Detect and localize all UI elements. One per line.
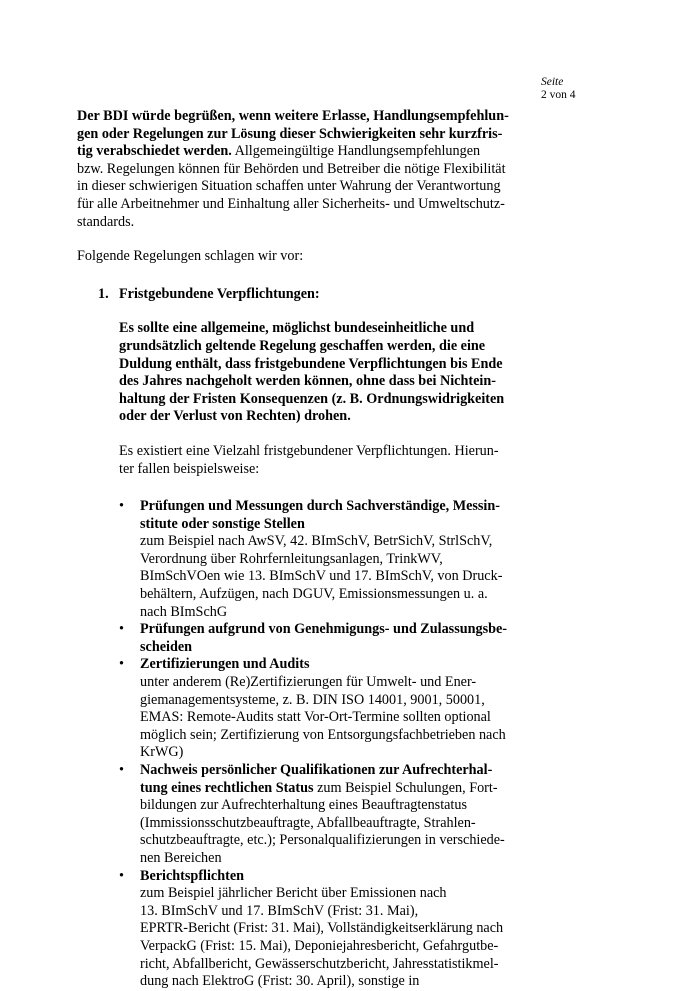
text-line: ter fallen beispielsweise: (119, 460, 260, 477)
proposal-line: haltung der Fristen Konsequenzen (z. B. Ordnungswidrigkeiten (119, 390, 505, 407)
intro-line: standards. (77, 213, 135, 230)
text-line: Es existiert eine Vielzahl fristgebundener Verpflichtungen. Hierun- (119, 442, 499, 459)
list-item-text: dung nach ElektroG (Frist: 30. April), sonstige in (140, 973, 420, 990)
section-1-text (119, 443, 517, 478)
section-1-heading (98, 286, 517, 304)
list-item-text: (Immissionsschutzbeauftragte, Abfallbeauftragte, Strahlen- (140, 814, 476, 831)
list-item-title: Prüfungen aufgrund von Genehmigungs- und Zulassungsbe- (140, 621, 508, 638)
list-item-text: zum Beispiel nach AwSV, 42. BImSchV, BetrSichV, StrlSchV, (140, 533, 493, 550)
list-item-text: EPRTR-Bericht (Frist: 31. Mai), Vollständigkeitserklärung nach (140, 920, 504, 937)
list-item (77, 656, 517, 762)
document-body (77, 108, 517, 991)
proposal-line: des Jahres nachgeholt werden können, ohne dass bei Nichtein- (119, 373, 496, 390)
list-item-title: Prüfungen und Messungen durch Sachverständige, Messin- (140, 498, 500, 515)
bullet-icon: • (119, 762, 124, 778)
bullet-icon: • (119, 621, 124, 638)
list-item-text: KrWG) (140, 744, 184, 761)
list-item (77, 868, 517, 991)
list-item (77, 621, 517, 656)
section-1-number: 1. (98, 285, 109, 302)
intro-bold-line: Der BDI würde begrüßen, wenn weitere Erlasse, Handlungsempfehlun- (77, 108, 509, 124)
list-item-title: Zertifizierungen und Audits (140, 656, 310, 673)
page-number (541, 76, 576, 102)
list-item-text: unter anderem (Re)Zertifizierungen für Umwelt- und Ener- (140, 674, 477, 691)
list-item-text: EMAS: Remote-Audits statt Vor-Ort-Termine sollten optional (140, 709, 491, 726)
list-item-title: Berichtspflichten (140, 867, 245, 884)
list-item (77, 498, 517, 621)
intro-paragraph (77, 108, 517, 231)
list-item-text: nach BImSchG (140, 603, 228, 620)
bullet-icon: • (119, 867, 124, 884)
list-item-text: nen Bereichen (140, 849, 222, 866)
list-item-text: möglich sein; Zertifizierung von Entsorgungsfachbetrieben nach (140, 726, 506, 743)
intro-normal-fragment: Allgemeingültige Handlungsempfehlungen (231, 143, 481, 160)
list-item-title: tung eines rechtlichen Status (140, 779, 314, 796)
proposal-line: Es sollte eine allgemeine, möglichst bundeseinheitliche und (119, 320, 475, 337)
proposal-line: Duldung enthält, dass fristgebundene Verpflichtungen bis Ende (119, 355, 503, 372)
list-item-text: behältern, Aufzügen, nach DGUV, Emissionsmessungen u. a. (140, 586, 488, 603)
intro-line: bzw. Regelungen können für Behörden und Betreiber die nötige Flexibilität (77, 160, 506, 177)
list-item-text: Verordnung über Rohrfernleitungsanlagen, TrinkWV, (140, 550, 443, 567)
intro-line: in dieser schwierigen Situation schaffen unter Wahrung der Verantwortung (77, 178, 501, 195)
list-item-text: zum Beispiel jährlicher Bericht über Emissionen nach (140, 885, 447, 902)
intro-mixed-line (77, 143, 517, 161)
bullet-icon: • (119, 498, 124, 515)
section-1-proposal (119, 320, 517, 426)
list-item-text: richt, Abfallbericht, Gewässerschutzbericht, Jahresstatistikmel- (140, 955, 499, 972)
intro-bold-fragment: tig verabschiedet werden. (77, 143, 232, 160)
list-item-title: Nachweis persönlicher Qualifikationen zur Aufrechterhal- (140, 762, 493, 778)
list-item-title: stitute oder sonstige Stellen (140, 515, 305, 532)
intro-line: für alle Arbeitnehmer und Einhaltung aller Sicherheits- und Umweltschutz- (77, 195, 505, 212)
section-1-title: Fristgebundene Verpflichtungen: (119, 285, 320, 302)
list-item-mixed-line (140, 780, 517, 798)
proposal-line: grundsätzlich geltende Regelung geschaffen werden, die eine (119, 337, 486, 354)
page-number-label: Seite (541, 76, 564, 88)
list-item-text: 13. BImSchV und 17. BImSchV (Frist: 31. Mai), (140, 902, 419, 919)
list-item-text: VerpackG (Frist: 15. Mai), Deponiejahresbericht, Gefahrgutbe- (140, 937, 499, 954)
intro-bold-line: gen oder Regelungen zur Lösung dieser Schwierigkeiten sehr kurzfris- (77, 125, 503, 142)
obligations-list (77, 498, 517, 991)
list-item-text: zum Beispiel Schulungen, Fort- (313, 779, 498, 796)
proposal-intro: Folgende Regelungen schlagen wir vor: (77, 248, 304, 265)
list-item-text: schutzbeauftragte, etc.); Personalqualifizierungen in verschiede- (140, 832, 505, 849)
list-item-title: scheiden (140, 638, 193, 655)
bullet-icon: • (119, 656, 124, 673)
proposal-line: oder der Verlust von Rechten) drohen. (119, 408, 351, 425)
list-item-text: BImSchVOen wie 13. BImSchV und 17. BImSchV, von Druck- (140, 568, 503, 585)
list-item-text: bildungen zur Aufrechterhaltung eines Beauftragtenstatus (140, 797, 467, 814)
list-item (77, 762, 517, 868)
page-number-value: 2 von 4 (541, 89, 576, 101)
list-item-text: giemanagementsysteme, z. B. DIN ISO 14001, 9001, 50001, (140, 691, 485, 708)
